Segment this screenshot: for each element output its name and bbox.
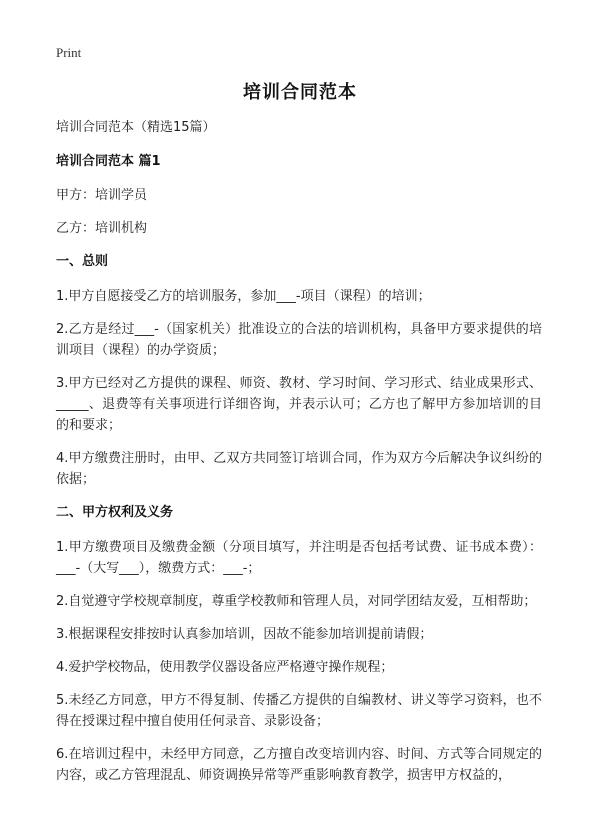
general-clause: 3.甲方已经对乙方提供的课程、师资、教材、学习时间、学习形式、结业成果形式、_____、退费等有关事项进行详细咨询，并表示认可；乙方也了解甲方参加培训的目的和要求； — [56, 376, 542, 433]
document-subtitle: 培训合同范本（精选15篇） — [56, 120, 216, 135]
rights-clause: 1.甲方缴费项目及缴费金额（分项目填写，并注明是否包括考试费、证书成本费）：___-（大写___），缴费方式：___-； — [56, 540, 542, 576]
rights-clause: 4.爱护学校物品，使用教学仪器设备应严格遵守操作规程； — [56, 660, 394, 675]
general-clause: 4.甲方缴费注册时，由甲、乙双方共同签订培训合同，作为双方今后解决争议纠纷的依据； — [56, 451, 542, 487]
page-title: 培训合同范本 — [243, 82, 357, 103]
general-clause: 1.甲方自愿接受乙方的培训服务，参加___-项目（课程）的培训； — [56, 289, 431, 304]
heading-rights: 二、甲方权利及义务 — [56, 505, 174, 520]
section-title: 培训合同范本 篇1 — [56, 154, 161, 169]
rights-clause: 3.根据课程安排按时认真参加培训，因故不能参加培训提前请假； — [56, 627, 433, 642]
rights-clause: 5.未经乙方同意，甲方不得复制、传播乙方提供的自编教材、讲义等学习资料，也不得在授课过程中擅自使用任何录音、录影设备； — [56, 693, 542, 729]
heading-general: 一、总则 — [56, 254, 109, 269]
general-clause: 2.乙方是经过___-（国家机关）批准设立的合法的培训机构，具备甲方要求提供的培训项目（课程）的办学资质； — [56, 322, 542, 358]
party-b-line: 乙方：培训机构 — [56, 221, 148, 236]
party-a-line: 甲方：培训学员 — [56, 188, 148, 203]
rights-clause: 6.在培训过程中，未经甲方同意，乙方擅自改变培训内容、时间、方式等合同规定的内容，或乙方管理混乱、师资调换异常等严重影响教育教学，损害甲方权益的， — [56, 747, 542, 783]
print-link[interactable]: Print — [56, 45, 82, 60]
document-body — [56, 117, 542, 798]
rights-clause: 2.自觉遵守学校规章制度，尊重学校教师和管理人员，对同学团结友爱，互相帮助； — [56, 594, 537, 609]
